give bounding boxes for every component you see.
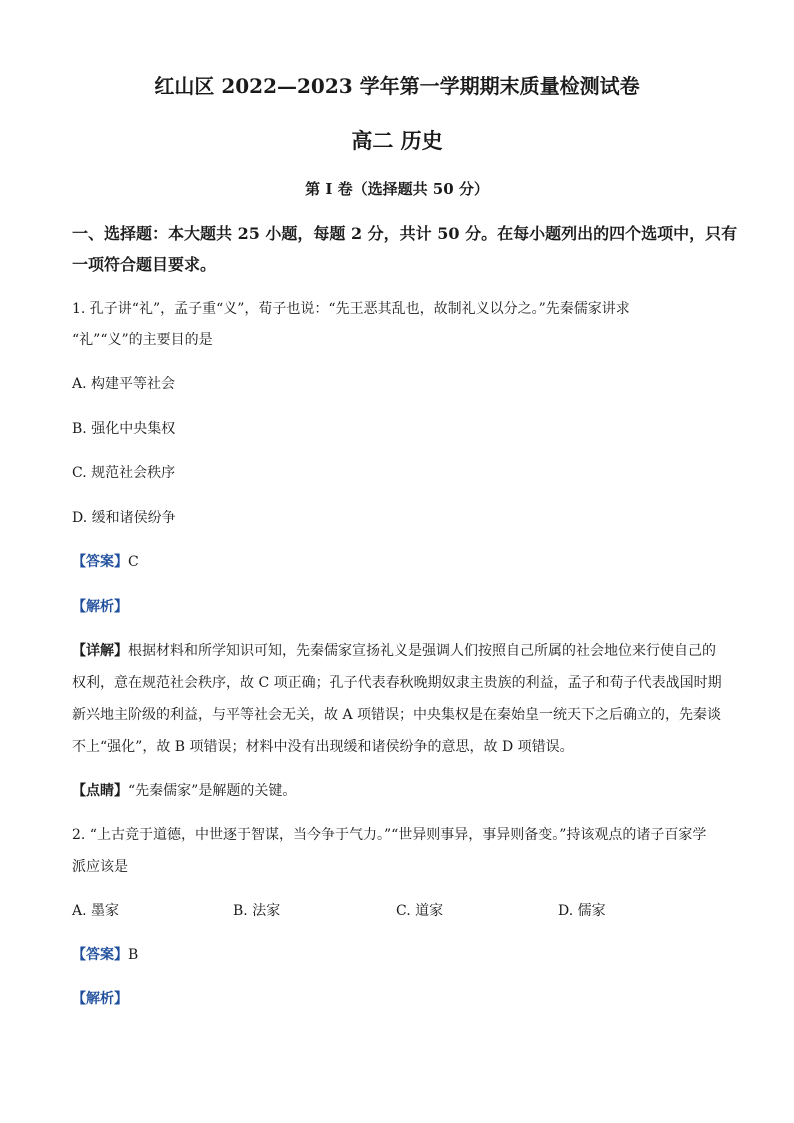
tip-tag: 【点睛】: [72, 783, 128, 799]
q2-option-a: A. 墨家: [72, 903, 120, 919]
analysis-tag: 【解析】: [72, 991, 128, 1007]
q1-detail-line4: 不上“强化”，故 B 项错误；材料中没有出现缓和诸侯纷争的意思，故 D 项错误。: [72, 739, 574, 755]
q1-answer: [72, 551, 139, 571]
q2-answer: [72, 944, 138, 964]
q1-detail-line2: 权利，意在规范社会秩序，故 C 项正确；孔子代表春秋晚期奴隶主贵族的利益，孟子和荀子代表战国时期: [72, 675, 722, 691]
q1-tip: [72, 780, 296, 800]
section-heading-line1: 一、选择题：本大题共 25 小题，每题 2 分，共计 50 分。在每小题列出的四个选项中，只有: [72, 224, 738, 243]
q1-analysis: [72, 596, 128, 616]
detail-tag: 【详解】: [72, 643, 128, 659]
answer-value: C: [128, 554, 139, 570]
answer-value: B: [128, 947, 139, 963]
tip-text: “先秦儒家”是解题的关键。: [128, 783, 297, 799]
answer-tag: 【答案】: [72, 947, 128, 963]
section-heading-line2: 一项符合题目要求。: [72, 255, 217, 274]
part-title: 第 I 卷（选择题共 50 分）: [305, 180, 489, 198]
exam-title: 红山区 2022—2023 学年第一学期期末质量检测试卷: [154, 74, 640, 98]
q2-option-c: C. 道家: [396, 903, 444, 919]
q1-option-d: D. 缓和诸侯纷争: [72, 510, 176, 526]
q2-stem-line1: 2. “上古竞于道德，中世逐于智谋，当今争于气力。”“世异则事异，事异则备变。”持该观点的诸子百家学: [72, 827, 707, 843]
q1-detail-line1: [72, 640, 716, 660]
subject-title: 高二 历史: [351, 128, 443, 153]
detail-text: 根据材料和所学知识可知，先秦儒家宣扬礼义是强调人们按照自己所属的社会地位来行使自己的: [128, 643, 716, 659]
q2-analysis: [72, 988, 128, 1008]
q2-option-b: B. 法家: [233, 903, 281, 919]
q1-stem-line1: 1. 孔子讲“礼”，孟子重“义”，荀子也说：“先王恶其乱也，故制礼义以分之。”先秦儒家讲求: [72, 301, 630, 317]
q1-detail-line3: 新兴地主阶级的利益，与平等社会无关，故 A 项错误；中央集权是在秦始皇一统天下之后确立的，先秦谈: [72, 707, 722, 723]
q1-stem-line2: “礼”“义”的主要目的是: [72, 332, 213, 348]
analysis-tag: 【解析】: [72, 599, 128, 615]
q1-option-b: B. 强化中央集权: [72, 421, 176, 437]
answer-tag: 【答案】: [72, 554, 128, 570]
q2-option-d: D. 儒家: [558, 903, 606, 919]
q2-stem-line2: 派应该是: [72, 859, 128, 875]
q1-option-a: A. 构建平等社会: [72, 376, 176, 392]
q1-option-c: C. 规范社会秩序: [72, 465, 176, 481]
